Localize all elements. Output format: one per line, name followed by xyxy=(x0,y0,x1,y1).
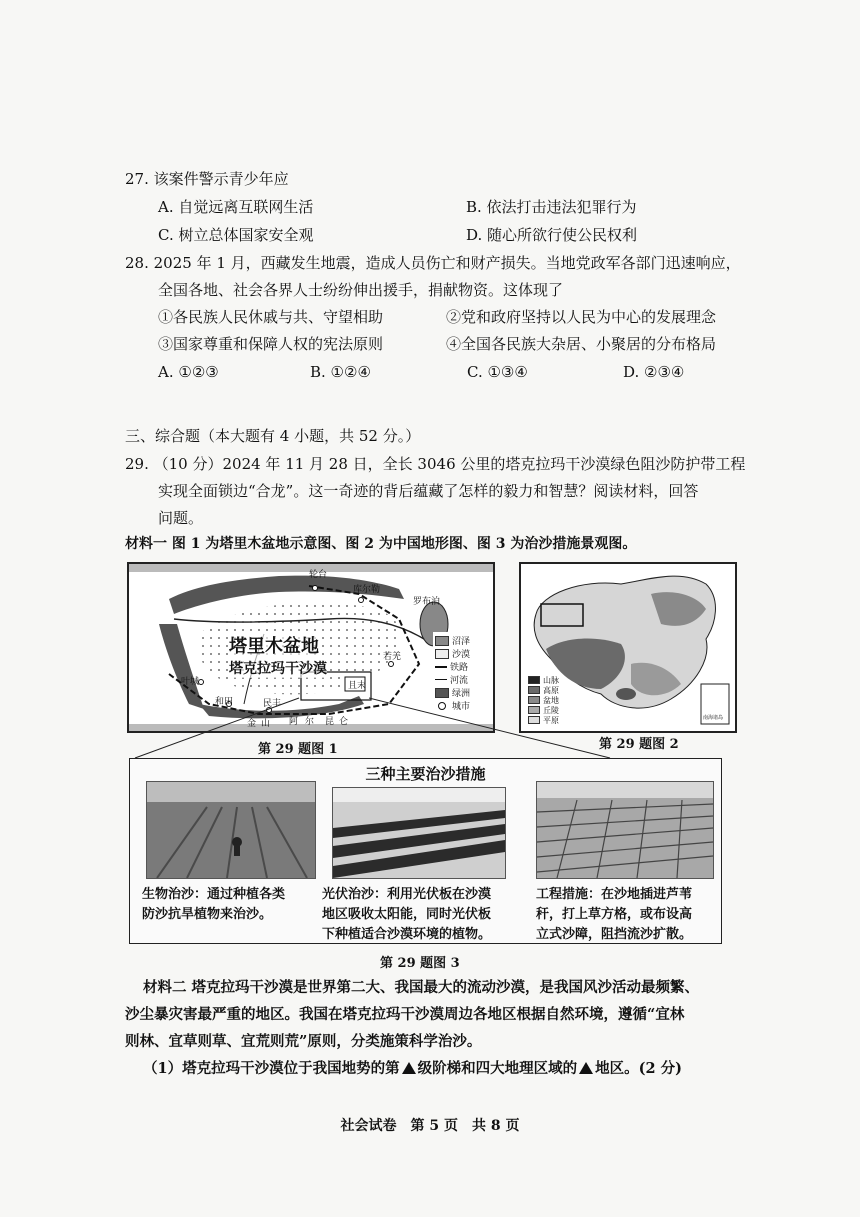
q27-stem: 27. 该案件警示青少年应 xyxy=(125,170,289,188)
pv-control-desc-3: 下种植适合沙漠环境的植物。 xyxy=(322,927,492,942)
legend-mountain: 山脉 xyxy=(543,675,559,685)
sub-question-1 xyxy=(143,1058,682,1080)
photo-pv-control xyxy=(332,787,506,879)
material-2-line3: 则林、宜草则草、宜荒则荒”原则，分类施策科学治沙。 xyxy=(125,1033,482,1050)
sub-question-1-part-c: 地区。(2 分) xyxy=(595,1060,682,1077)
city-minfeng: 民丰 xyxy=(263,699,282,709)
sub-question-1-part-a: （1）塔克拉玛干沙漠位于我国地势的第 xyxy=(143,1060,400,1077)
engineering-desc-1: 工程措施：在沙地插进芦苇 xyxy=(536,887,693,902)
legend-basin: 盆地 xyxy=(543,695,559,705)
q28-option-d: D. ②③④ xyxy=(623,363,685,381)
legend-oasis: 绿洲 xyxy=(452,689,471,699)
material-2-line2: 沙尘暴灾害最严重的地区。我国在塔克拉玛干沙漠周边各地区根据自然环境，遵循“宜林 xyxy=(125,1006,685,1023)
figure-2-caption: 第 29 题图 2 xyxy=(599,737,679,752)
q29-stem-line1: 29. （10 分）2024 年 11 月 28 日，全长 3046 公里的塔克拉玛干沙漠绿色阻沙防护带工程 xyxy=(125,455,746,473)
sub-question-1-part-b: 级阶梯和四大地理区域的 xyxy=(417,1060,578,1077)
q28-stem-line1: 28. 2025 年 1 月，西藏发生地震，造成人员伤亡和财产损失。当地党政军各部门迅速响应， xyxy=(125,254,741,272)
city-korla: 库尔勒 xyxy=(353,585,381,595)
mountain-label-6: 仑 xyxy=(339,717,349,727)
desert-label: 塔克拉玛干沙漠 xyxy=(229,658,327,678)
q28-option-b: B. ①②④ xyxy=(310,363,371,381)
q28-item-3: ③国家尊重和保障人权的宪法原则 xyxy=(158,335,384,353)
legend-desert: 沙漠 xyxy=(452,650,471,660)
figure-2-map xyxy=(519,562,737,733)
figure-3-box xyxy=(129,758,722,944)
engineering-desc-3: 立式沙障，阻挡流沙扩散。 xyxy=(536,927,693,942)
legend-railway: 铁路 xyxy=(450,663,469,673)
pv-control-desc-2: 地区吸收太阳能，同时光伏板 xyxy=(322,907,492,922)
bio-control-desc-1: 生物治沙：通过种植各类 xyxy=(142,887,286,902)
city-qiemo: 且末 xyxy=(348,681,367,691)
answer-blank-triangle-1[interactable] xyxy=(402,1062,416,1074)
legend-city: 城市 xyxy=(452,702,471,712)
legend-swamp: 沼泽 xyxy=(452,637,471,647)
q28-item-2: ②党和政府坚持以人民为中心的发展理念 xyxy=(446,308,717,326)
mountain-label-4: 山 xyxy=(261,719,271,729)
figure-3-caption: 第 29 题图 3 xyxy=(380,956,460,971)
fig2-legend xyxy=(527,674,560,726)
basin-label: 塔里木盆地 xyxy=(229,632,319,658)
material-2-line1: 材料二 塔克拉玛干沙漠是世界第二大、我国最大的流动沙漠，是我国风沙活动最频繁、 xyxy=(143,979,700,996)
mountain-label-2: 尔 xyxy=(305,717,315,727)
figure-3-title: 三种主要治沙措施 xyxy=(365,765,486,783)
lop-nur-label: 罗布泊 xyxy=(413,597,441,607)
city-ruoqiang: 若羌 xyxy=(383,652,402,662)
city-luntai: 轮台 xyxy=(309,570,328,580)
figure-1-caption: 第 29 题图 1 xyxy=(258,742,338,757)
engineering-desc-2: 秆，打上草方格，或布设高 xyxy=(536,907,693,922)
mountain-label-1: 阿 xyxy=(289,717,299,727)
city-yecheng: 叶城 xyxy=(181,677,200,687)
photo-bio-control xyxy=(146,781,316,879)
q27-option-b: B. 依法打击违法犯罪行为 xyxy=(466,198,637,216)
q28-stem-line2: 全国各地、社会各界人士纷纷伸出援手，捐献物资。这体现了 xyxy=(158,281,564,299)
q27-option-a: A. 自觉远离互联网生活 xyxy=(158,198,314,216)
photo-engineering-control xyxy=(536,781,714,879)
q28-item-4: ④全国各民族大杂居、小聚居的分布格局 xyxy=(446,335,717,353)
q29-stem-line3: 问题。 xyxy=(158,509,204,527)
inset-label: 南海诸岛 xyxy=(703,715,724,721)
legend-river: 河流 xyxy=(450,676,469,686)
q28-option-c: C. ①③④ xyxy=(467,363,528,381)
q28-item-1: ①各民族人民休戚与共、守望相助 xyxy=(158,308,384,326)
answer-blank-triangle-2[interactable] xyxy=(579,1062,593,1074)
legend-plain: 平原 xyxy=(543,715,559,725)
section-heading: 三、综合题（本大题有 4 小题，共 52 分。） xyxy=(125,427,421,445)
bio-control-desc-2: 防沙抗旱植物来治沙。 xyxy=(142,907,273,922)
q29-stem-line2: 实现全面锁边“合龙”。这一奇迹的背后蕴藏了怎样的毅力和智慧？阅读材料，回答 xyxy=(158,482,699,500)
material-1-intro: 材料一 图 1 为塔里木盆地示意图、图 2 为中国地形图、图 3 为治沙措施景观图。 xyxy=(125,536,637,552)
mountain-label-5: 昆 xyxy=(325,717,335,727)
q27-option-d: D. 随心所欲行使公民权利 xyxy=(466,226,638,244)
pv-control-desc-1: 光伏治沙：利用光伏板在沙漠 xyxy=(322,887,492,902)
page-footer: 社会试卷 第 5 页 共 8 页 xyxy=(340,1118,520,1134)
mountain-label-3: 金 xyxy=(247,719,257,729)
legend-plateau: 高原 xyxy=(543,685,559,695)
legend-hill: 丘陵 xyxy=(543,705,559,715)
q27-option-c: C. 树立总体国家安全观 xyxy=(158,226,314,244)
q28-option-a: A. ①②③ xyxy=(158,363,219,381)
city-hotan: 和田 xyxy=(215,697,234,707)
